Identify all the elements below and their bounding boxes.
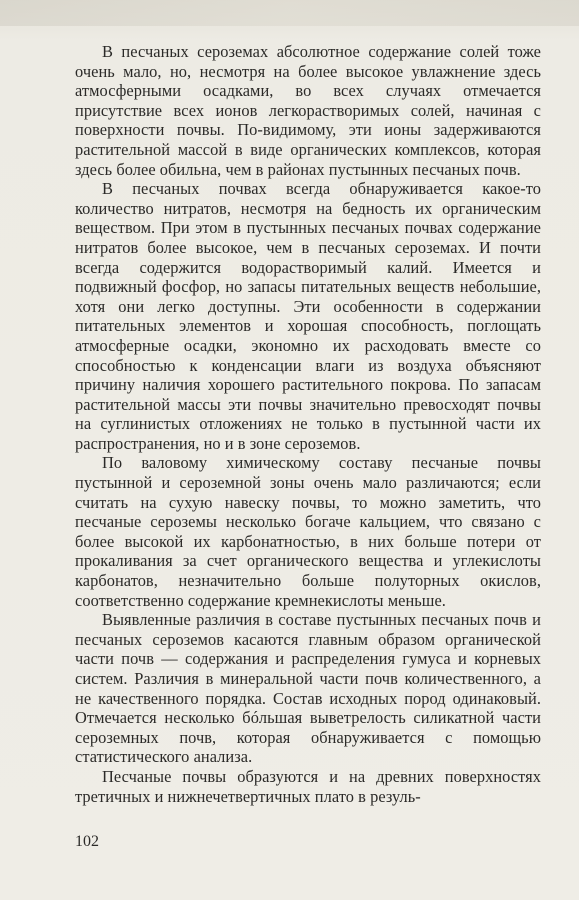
paragraph: В песчаных почвах всегда обнаруживается какое-то количество нитратов, несмотря на бедность их органическим веществом. При этом в пустынных песчаных почвах содержание нитратов более высокое, чем в песчаных сероземах. И почти всегда содержится водорастворимый калий. Имеется и подвижный фосфор, но запасы питательных веществ небольшие, хотя они легко доступны. Эти особенности в содержании питательных элементов и хорошая способность, поглощать атмосферные осадки, экономно их расходовать вместе со способностью к конденсации влаги из воздуха объясняют причину наличия хорошего растительного покрова. По запасам растительной массы эти почвы значительно превосходят почвы на суглинистых отложениях не только в пустынной части их распространения, но и в зоне сероземов. bbox=[75, 179, 541, 453]
page-number: 102 bbox=[75, 833, 99, 850]
page-top-shadow bbox=[0, 0, 579, 26]
paragraph: По валовому химическому составу песчаные почвы пустынной и сероземной зоны очень мало различаются; если считать на сухую навеску почвы, то можно заметить, что песчаные сероземы несколько богаче кальцием, что связано с более высокой их карбонатностью, в них больше потери от прокаливания за счет органического вещества и углекислоты карбонатов, незначительно больше полуторных окислов, соответственно содержание кремнекислоты меньше. bbox=[75, 453, 541, 610]
paragraph: Песчаные почвы образуются и на древних поверхностях третичных и нижнечетвертичных плато в резуль- bbox=[75, 766, 541, 806]
paragraph: В песчаных сероземах абсолютное содержание солей тоже очень мало, но, несмотря на более высокое увлажнение здесь атмосферными осадками, во всех случаях отмечается присутствие всех ионов легкорастворимых солей, начиная с поверхности почвы. По-видимому, эти ионы задерживаются растительной массой в виде органических комплексов, которая здесь более обильна, чем в районах пустынных песчаных почв. bbox=[75, 42, 541, 179]
page-body-text bbox=[75, 42, 541, 806]
paragraph: Выявленные различия в составе пустынных песчаных почв и песчаных сероземов касаются главным образом органической части почв — содержания и распределения гумуса и корневых систем. Различия в минеральной части почв количественного, а не качественного порядка. Состав исходных пород одинаковый. Отмечается несколько бóльшая выветрелость силикатной части сероземных почв, которая обнаруживается с помощью статистического анализа. bbox=[75, 610, 541, 767]
